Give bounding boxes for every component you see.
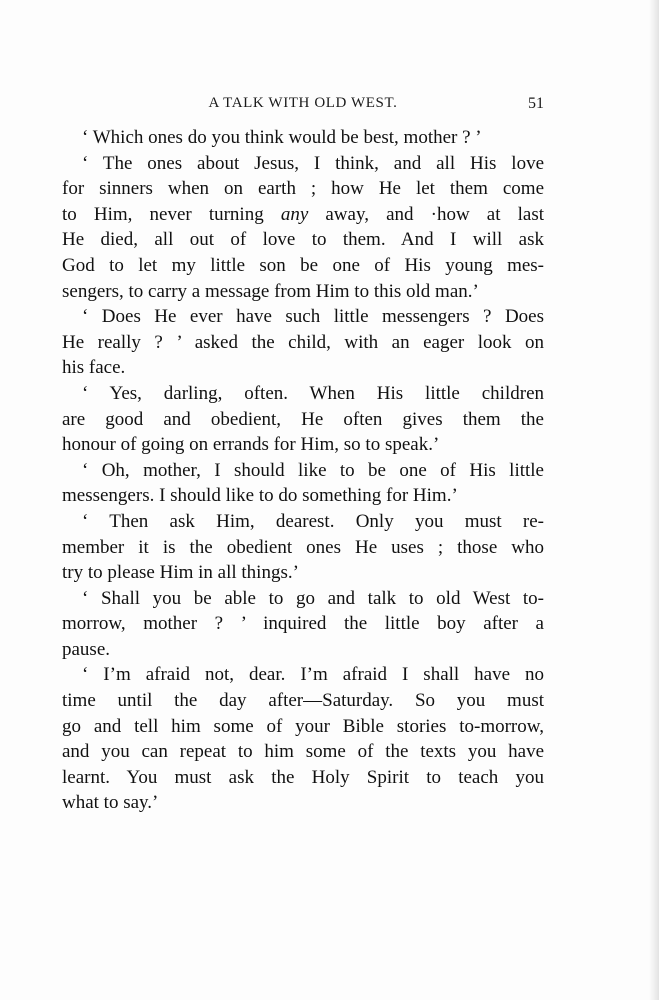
text-line-with-emphasis <box>62 202 544 228</box>
page-edge-shadow <box>649 0 659 1000</box>
paragraph <box>62 381 544 458</box>
text-line: ‘ Yes, darling, often. When His little children <box>82 382 544 404</box>
text-line: He really ? ’ asked the child, with an eager look on <box>62 331 544 353</box>
text-line: learnt. You must ask the Holy Spirit to teach you <box>62 766 544 788</box>
text-fragment: away, and ·how at last <box>308 203 544 225</box>
text-line: pause. <box>62 638 111 660</box>
text-line: member it is the obedient ones He uses ; those who <box>62 536 544 558</box>
text-line: ‘ Then ask Him, dearest. Only you must re- <box>82 510 544 532</box>
paragraph <box>62 151 544 305</box>
text-line: sengers, to carry a message from Him to this old man.’ <box>62 280 479 302</box>
paragraph <box>62 125 544 151</box>
text-line: messengers. I should like to do something for Him.’ <box>62 485 458 507</box>
text-line: time until the day after—Saturday. So you must <box>62 690 544 712</box>
text-line: try to please Him in all things.’ <box>62 562 299 584</box>
paragraph <box>62 304 544 381</box>
text-line: for sinners when on earth ; how He let them come <box>62 178 544 200</box>
text-line: honour of going on errands for Him, so to speak.’ <box>62 434 440 456</box>
text-line: ‘ Shall you be able to go and talk to old West to- <box>82 587 544 609</box>
body-text <box>62 125 544 816</box>
emphasized-word: any <box>280 203 309 225</box>
text-line: what to say.’ <box>62 792 159 814</box>
text-line: God to let my little son be one of His young mes- <box>62 254 544 276</box>
text-line: He died, all out of love to them. And I will ask <box>62 229 544 251</box>
text-line: go and tell him some of your Bible stories to-morrow, <box>62 715 544 737</box>
text-line: and you can repeat to him some of the texts you have <box>62 741 544 763</box>
text-fragment: to Him, never turning <box>62 203 281 225</box>
text-line: morrow, mother ? ’ inquired the little boy after a <box>62 613 544 635</box>
paragraph <box>62 509 544 586</box>
paragraph <box>62 662 544 816</box>
text-line: ‘ The ones about Jesus, I think, and all His love <box>82 152 544 174</box>
running-title: A TALK WITH OLD WEST. <box>208 95 398 111</box>
running-head <box>62 95 544 117</box>
text-line: his face. <box>62 357 126 379</box>
text-line: are good and obedient, He often gives them the <box>62 408 544 430</box>
paragraph <box>62 586 544 663</box>
text-line: ‘ I’m afraid not, dear. I’m afraid I shall have no <box>82 664 544 686</box>
text-line: ‘ Oh, mother, I should like to be one of His little <box>82 459 544 481</box>
text-line: ‘ Does He ever have such little messengers ? Does <box>82 306 544 328</box>
page-number: 51 <box>528 95 544 112</box>
text-line: ‘ Which ones do you think would be best, mother ? ’ <box>82 127 482 148</box>
paragraph <box>62 458 544 509</box>
